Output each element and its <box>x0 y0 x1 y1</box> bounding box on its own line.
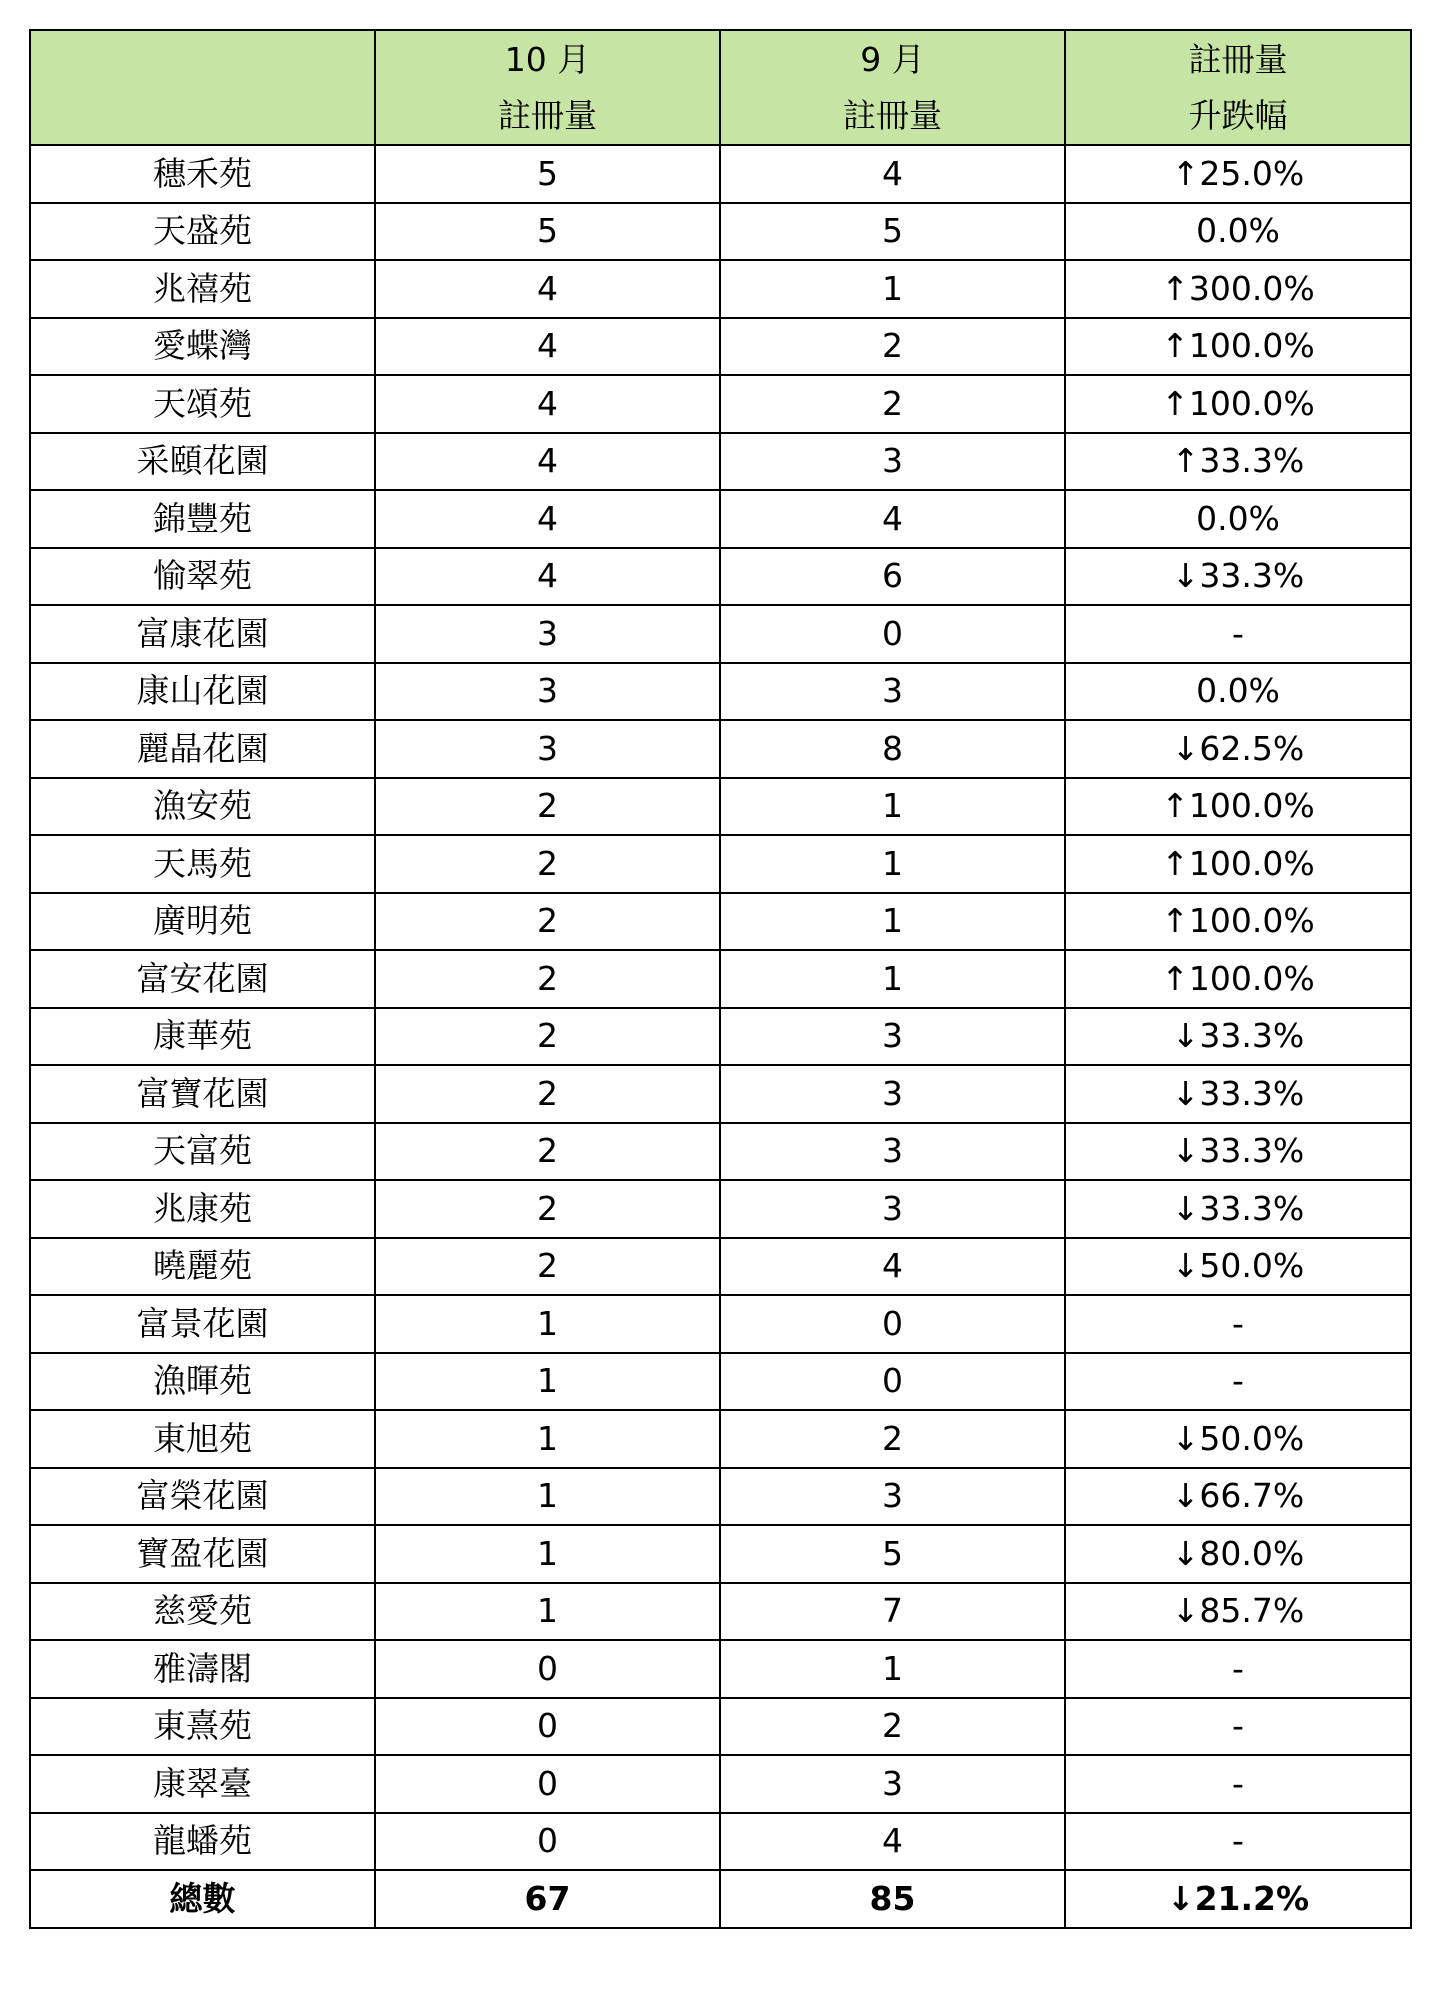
september-count-cell: 4 <box>720 1238 1065 1296</box>
change-percent-cell: ↑100.0% <box>1065 893 1411 951</box>
change-percent-cell: ↓33.3% <box>1065 1180 1411 1238</box>
header-october-label: 註冊量 <box>498 95 597 135</box>
change-percent-cell: ↑100.0% <box>1065 375 1411 433</box>
september-count-cell: 5 <box>720 1525 1065 1583</box>
change-percent-cell: - <box>1065 605 1411 663</box>
september-count-cell: 1 <box>720 893 1065 951</box>
october-count-cell: 0 <box>375 1698 720 1756</box>
table-row <box>30 1755 1411 1813</box>
estate-name-cell: 富安花園 <box>30 950 375 1008</box>
october-count-cell: 0 <box>375 1755 720 1813</box>
estate-name-cell: 寶盈花園 <box>30 1525 375 1583</box>
estate-name-cell: 慈愛苑 <box>30 1583 375 1641</box>
september-count-cell: 2 <box>720 1698 1065 1756</box>
table-row <box>30 490 1411 548</box>
header-change-line2: 升跌幅 <box>1188 95 1288 135</box>
change-percent-cell: ↑100.0% <box>1065 950 1411 1008</box>
september-count-cell: 3 <box>720 1008 1065 1066</box>
october-count-cell: 1 <box>375 1410 720 1468</box>
estate-name-cell: 雅濤閣 <box>30 1640 375 1698</box>
estate-name-cell: 天富苑 <box>30 1123 375 1181</box>
estate-name-cell: 兆禧苑 <box>30 260 375 318</box>
estate-name-cell: 兆康苑 <box>30 1180 375 1238</box>
october-count-cell: 4 <box>375 260 720 318</box>
change-percent-cell: ↓33.3% <box>1065 1065 1411 1123</box>
october-count-cell: 1 <box>375 1583 720 1641</box>
october-count-cell: 0 <box>375 1640 720 1698</box>
estate-name-cell: 漁暉苑 <box>30 1353 375 1411</box>
september-count-cell: 2 <box>720 375 1065 433</box>
change-percent-cell: ↓62.5% <box>1065 720 1411 778</box>
september-count-cell: 1 <box>720 778 1065 836</box>
table-row <box>30 720 1411 778</box>
change-percent-cell: ↓33.3% <box>1065 1008 1411 1066</box>
october-count-cell: 4 <box>375 375 720 433</box>
october-count-cell: 5 <box>375 145 720 203</box>
table-row <box>30 318 1411 376</box>
september-count-cell: 2 <box>720 318 1065 376</box>
estate-name-cell: 富景花園 <box>30 1295 375 1353</box>
change-percent-cell: ↓21.2% <box>1065 1870 1411 1928</box>
table-body <box>30 145 1411 1928</box>
september-count-cell: 3 <box>720 1180 1065 1238</box>
change-percent-cell: ↓66.7% <box>1065 1468 1411 1526</box>
registration-table <box>29 29 1412 1929</box>
header-estate <box>30 30 375 145</box>
october-count-cell: 2 <box>375 893 720 951</box>
october-count-cell: 3 <box>375 720 720 778</box>
october-count-cell: 2 <box>375 950 720 1008</box>
estate-name-cell: 愉翠苑 <box>30 548 375 606</box>
october-count-cell: 3 <box>375 605 720 663</box>
october-count-cell: 5 <box>375 203 720 261</box>
change-percent-cell: - <box>1065 1813 1411 1871</box>
october-count-cell: 2 <box>375 1180 720 1238</box>
table-row <box>30 260 1411 318</box>
october-count-cell: 1 <box>375 1295 720 1353</box>
table-row <box>30 203 1411 261</box>
change-percent-cell: ↓33.3% <box>1065 548 1411 606</box>
september-count-cell: 1 <box>720 1640 1065 1698</box>
september-count-cell: 1 <box>720 260 1065 318</box>
table-row <box>30 950 1411 1008</box>
estate-name-cell: 采頤花園 <box>30 433 375 491</box>
september-count-cell: 3 <box>720 1755 1065 1813</box>
table-row <box>30 1813 1411 1871</box>
estate-name-cell: 康山花園 <box>30 663 375 721</box>
table-row <box>30 1295 1411 1353</box>
table-row <box>30 1410 1411 1468</box>
september-count-cell: 6 <box>720 548 1065 606</box>
estate-name-cell: 富寶花園 <box>30 1065 375 1123</box>
table-row <box>30 1353 1411 1411</box>
october-count-cell: 3 <box>375 663 720 721</box>
table-row <box>30 1123 1411 1181</box>
header-change <box>1065 30 1411 145</box>
estate-name-cell: 漁安苑 <box>30 778 375 836</box>
october-count-cell: 0 <box>375 1813 720 1871</box>
change-percent-cell: ↓85.7% <box>1065 1583 1411 1641</box>
october-count-cell: 2 <box>375 1238 720 1296</box>
table-row <box>30 778 1411 836</box>
table-row <box>30 1640 1411 1698</box>
table-row <box>30 1065 1411 1123</box>
estate-name-cell: 東熹苑 <box>30 1698 375 1756</box>
estate-name-cell: 天馬苑 <box>30 835 375 893</box>
table-row <box>30 1180 1411 1238</box>
table-row <box>30 605 1411 663</box>
estate-name-cell: 錦豐苑 <box>30 490 375 548</box>
table-row <box>30 893 1411 951</box>
october-count-cell: 4 <box>375 490 720 548</box>
table-row <box>30 145 1411 203</box>
change-percent-cell: 0.0% <box>1065 663 1411 721</box>
september-count-cell: 3 <box>720 663 1065 721</box>
change-percent-cell: - <box>1065 1353 1411 1411</box>
september-count-cell: 3 <box>720 1065 1065 1123</box>
september-count-cell: 3 <box>720 1123 1065 1181</box>
october-count-cell: 1 <box>375 1525 720 1583</box>
september-count-cell: 4 <box>720 145 1065 203</box>
estate-name-cell: 愛蝶灣 <box>30 318 375 376</box>
change-percent-cell: ↑33.3% <box>1065 433 1411 491</box>
october-count-cell: 67 <box>375 1870 720 1928</box>
header-september-month: 9 月 <box>860 39 925 79</box>
estate-name-cell: 康華苑 <box>30 1008 375 1066</box>
table-row <box>30 375 1411 433</box>
september-count-cell: 0 <box>720 1353 1065 1411</box>
october-count-cell: 2 <box>375 1123 720 1181</box>
change-percent-cell: ↑25.0% <box>1065 145 1411 203</box>
september-count-cell: 3 <box>720 433 1065 491</box>
change-percent-cell: 0.0% <box>1065 490 1411 548</box>
change-percent-cell: ↑100.0% <box>1065 318 1411 376</box>
october-count-cell: 2 <box>375 1065 720 1123</box>
september-count-cell: 0 <box>720 1295 1065 1353</box>
september-count-cell: 1 <box>720 950 1065 1008</box>
table-row <box>30 663 1411 721</box>
change-percent-cell: ↓50.0% <box>1065 1238 1411 1296</box>
table-row <box>30 1468 1411 1526</box>
header-change-line1: 註冊量 <box>1188 39 1288 79</box>
change-percent-cell: ↓33.3% <box>1065 1123 1411 1181</box>
estate-name-cell: 龍蟠苑 <box>30 1813 375 1871</box>
estate-name-cell: 康翠臺 <box>30 1755 375 1813</box>
estate-name-cell: 總數 <box>30 1870 375 1928</box>
estate-name-cell: 富榮花園 <box>30 1468 375 1526</box>
table-header <box>30 30 1411 145</box>
estate-name-cell: 天盛苑 <box>30 203 375 261</box>
october-count-cell: 4 <box>375 548 720 606</box>
table-row <box>30 1238 1411 1296</box>
october-count-cell: 2 <box>375 1008 720 1066</box>
estate-name-cell: 曉麗苑 <box>30 1238 375 1296</box>
october-count-cell: 2 <box>375 778 720 836</box>
october-count-cell: 1 <box>375 1353 720 1411</box>
change-percent-cell: - <box>1065 1698 1411 1756</box>
september-count-cell: 2 <box>720 1410 1065 1468</box>
september-count-cell: 85 <box>720 1870 1065 1928</box>
september-count-cell: 3 <box>720 1468 1065 1526</box>
header-october-registrations <box>375 30 720 145</box>
estate-name-cell: 穗禾苑 <box>30 145 375 203</box>
change-percent-cell: 0.0% <box>1065 203 1411 261</box>
change-percent-cell: ↓50.0% <box>1065 1410 1411 1468</box>
table-row <box>30 548 1411 606</box>
header-september-registrations <box>720 30 1065 145</box>
october-count-cell: 4 <box>375 433 720 491</box>
change-percent-cell: - <box>1065 1640 1411 1698</box>
september-count-cell: 1 <box>720 835 1065 893</box>
change-percent-cell: ↑300.0% <box>1065 260 1411 318</box>
estate-name-cell: 富康花園 <box>30 605 375 663</box>
september-count-cell: 4 <box>720 1813 1065 1871</box>
estate-name-cell: 天頌苑 <box>30 375 375 433</box>
header-row <box>30 30 1411 145</box>
table-row <box>30 433 1411 491</box>
estate-name-cell: 廣明苑 <box>30 893 375 951</box>
table-row <box>30 1583 1411 1641</box>
september-count-cell: 7 <box>720 1583 1065 1641</box>
october-count-cell: 1 <box>375 1468 720 1526</box>
october-count-cell: 4 <box>375 318 720 376</box>
september-count-cell: 4 <box>720 490 1065 548</box>
september-count-cell: 5 <box>720 203 1065 261</box>
estate-name-cell: 東旭苑 <box>30 1410 375 1468</box>
table-row <box>30 1525 1411 1583</box>
change-percent-cell: ↑100.0% <box>1065 778 1411 836</box>
change-percent-cell: ↓80.0% <box>1065 1525 1411 1583</box>
estate-name-cell: 麗晶花園 <box>30 720 375 778</box>
september-count-cell: 0 <box>720 605 1065 663</box>
header-october-month: 10 月 <box>504 39 591 79</box>
header-september-label: 註冊量 <box>843 95 942 135</box>
change-percent-cell: - <box>1065 1755 1411 1813</box>
september-count-cell: 8 <box>720 720 1065 778</box>
total-row <box>30 1870 1411 1928</box>
table-row <box>30 1698 1411 1756</box>
change-percent-cell: - <box>1065 1295 1411 1353</box>
change-percent-cell: ↑100.0% <box>1065 835 1411 893</box>
table-row <box>30 1008 1411 1066</box>
table-row <box>30 835 1411 893</box>
october-count-cell: 2 <box>375 835 720 893</box>
